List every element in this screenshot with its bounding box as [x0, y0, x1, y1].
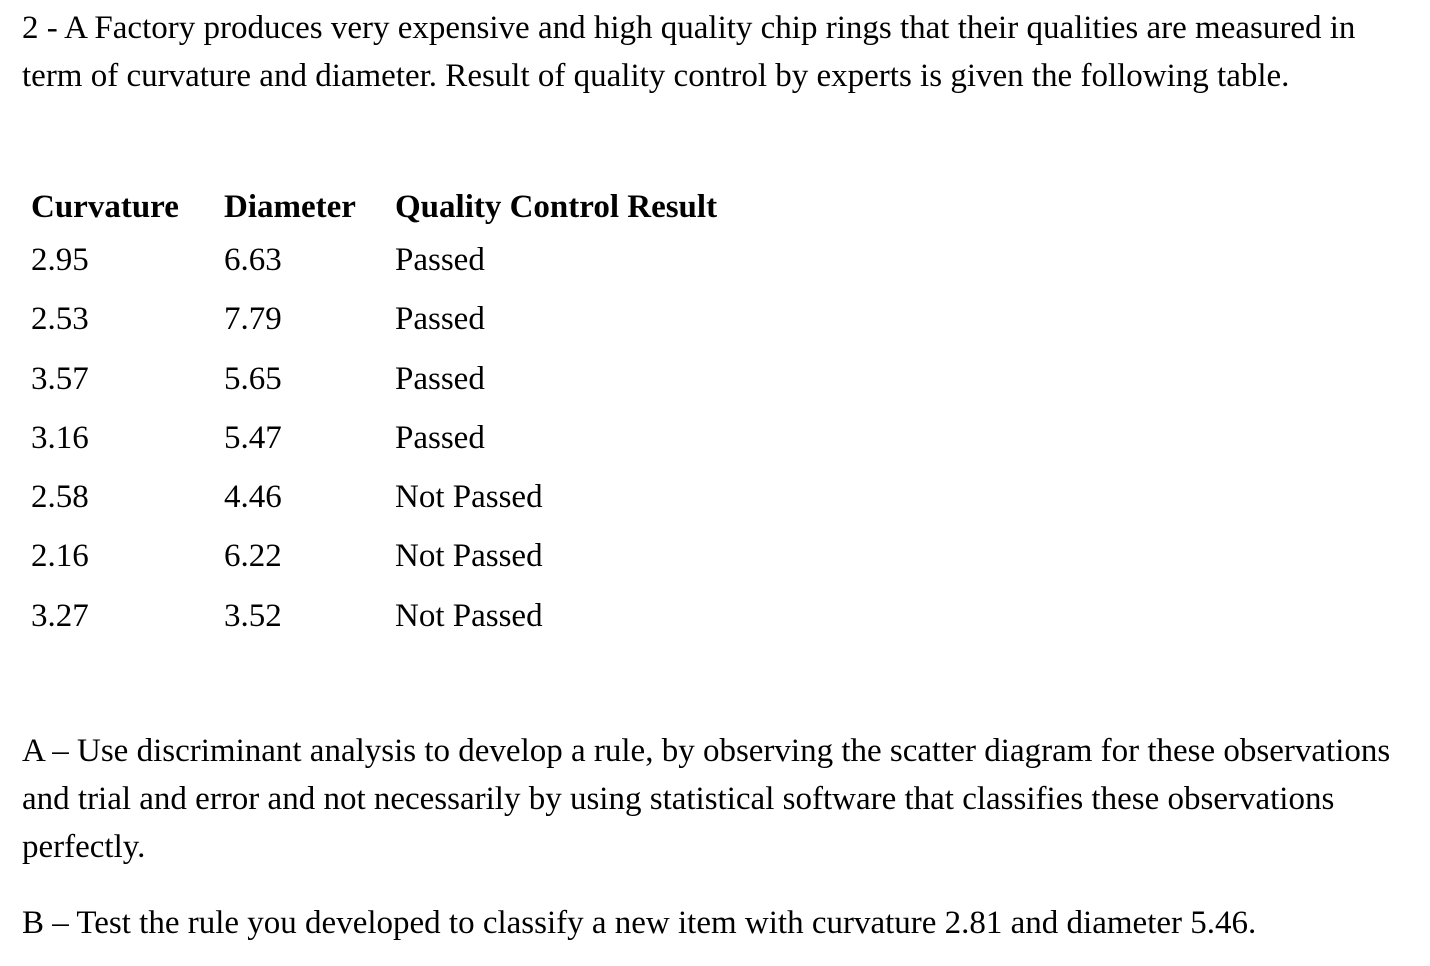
cell-diameter: 3.52 — [224, 597, 282, 634]
table-header-row — [22, 183, 795, 231]
question-b: B – Test the rule you developed to classify a new item with curvature 2.81 and diameter 5.46. — [22, 905, 1257, 941]
cell-curvature: 3.16 — [31, 419, 89, 456]
cell-diameter: 4.46 — [224, 479, 282, 516]
quality-control-table — [22, 183, 795, 646]
header-quality-result: Quality Control Result — [395, 189, 718, 225]
cell-diameter: 6.22 — [224, 538, 282, 575]
cell-curvature: 2.16 — [31, 538, 89, 575]
header-curvature: Curvature — [31, 189, 179, 225]
cell-curvature: 2.53 — [31, 301, 89, 338]
table-row — [22, 290, 795, 349]
cell-diameter: 6.63 — [224, 242, 282, 278]
cell-result: Not Passed — [395, 597, 543, 634]
cell-result: Not Passed — [395, 538, 543, 575]
table-row — [22, 587, 795, 646]
cell-diameter: 7.79 — [224, 301, 282, 338]
cell-curvature: 3.57 — [31, 360, 89, 397]
table-row — [22, 468, 795, 527]
table-row — [22, 350, 795, 409]
cell-result: Passed — [395, 360, 485, 397]
question-a: A – Use discriminant analysis to develop a rule, by observing the scatter diagram for these observations and trial and error and not necessarily by using statistical software that classifies these observations perfectly. — [22, 733, 1391, 865]
table-row — [22, 231, 795, 290]
cell-curvature: 2.95 — [31, 242, 89, 278]
cell-result: Not Passed — [395, 479, 543, 516]
problem-intro: 2 - A Factory produces very expensive and high quality chip rings that their qualities are measured in term of curvature and diameter. Result of quality control by experts is given the following table. — [22, 10, 1356, 94]
cell-curvature: 2.58 — [31, 479, 89, 516]
table-row — [22, 409, 795, 468]
cell-result: Passed — [395, 301, 485, 338]
cell-curvature: 3.27 — [31, 597, 89, 634]
table-row — [22, 527, 795, 586]
header-diameter: Diameter — [224, 189, 356, 225]
cell-result: Passed — [395, 242, 485, 278]
cell-diameter: 5.47 — [224, 419, 282, 456]
cell-diameter: 5.65 — [224, 360, 282, 397]
cell-result: Passed — [395, 419, 485, 456]
